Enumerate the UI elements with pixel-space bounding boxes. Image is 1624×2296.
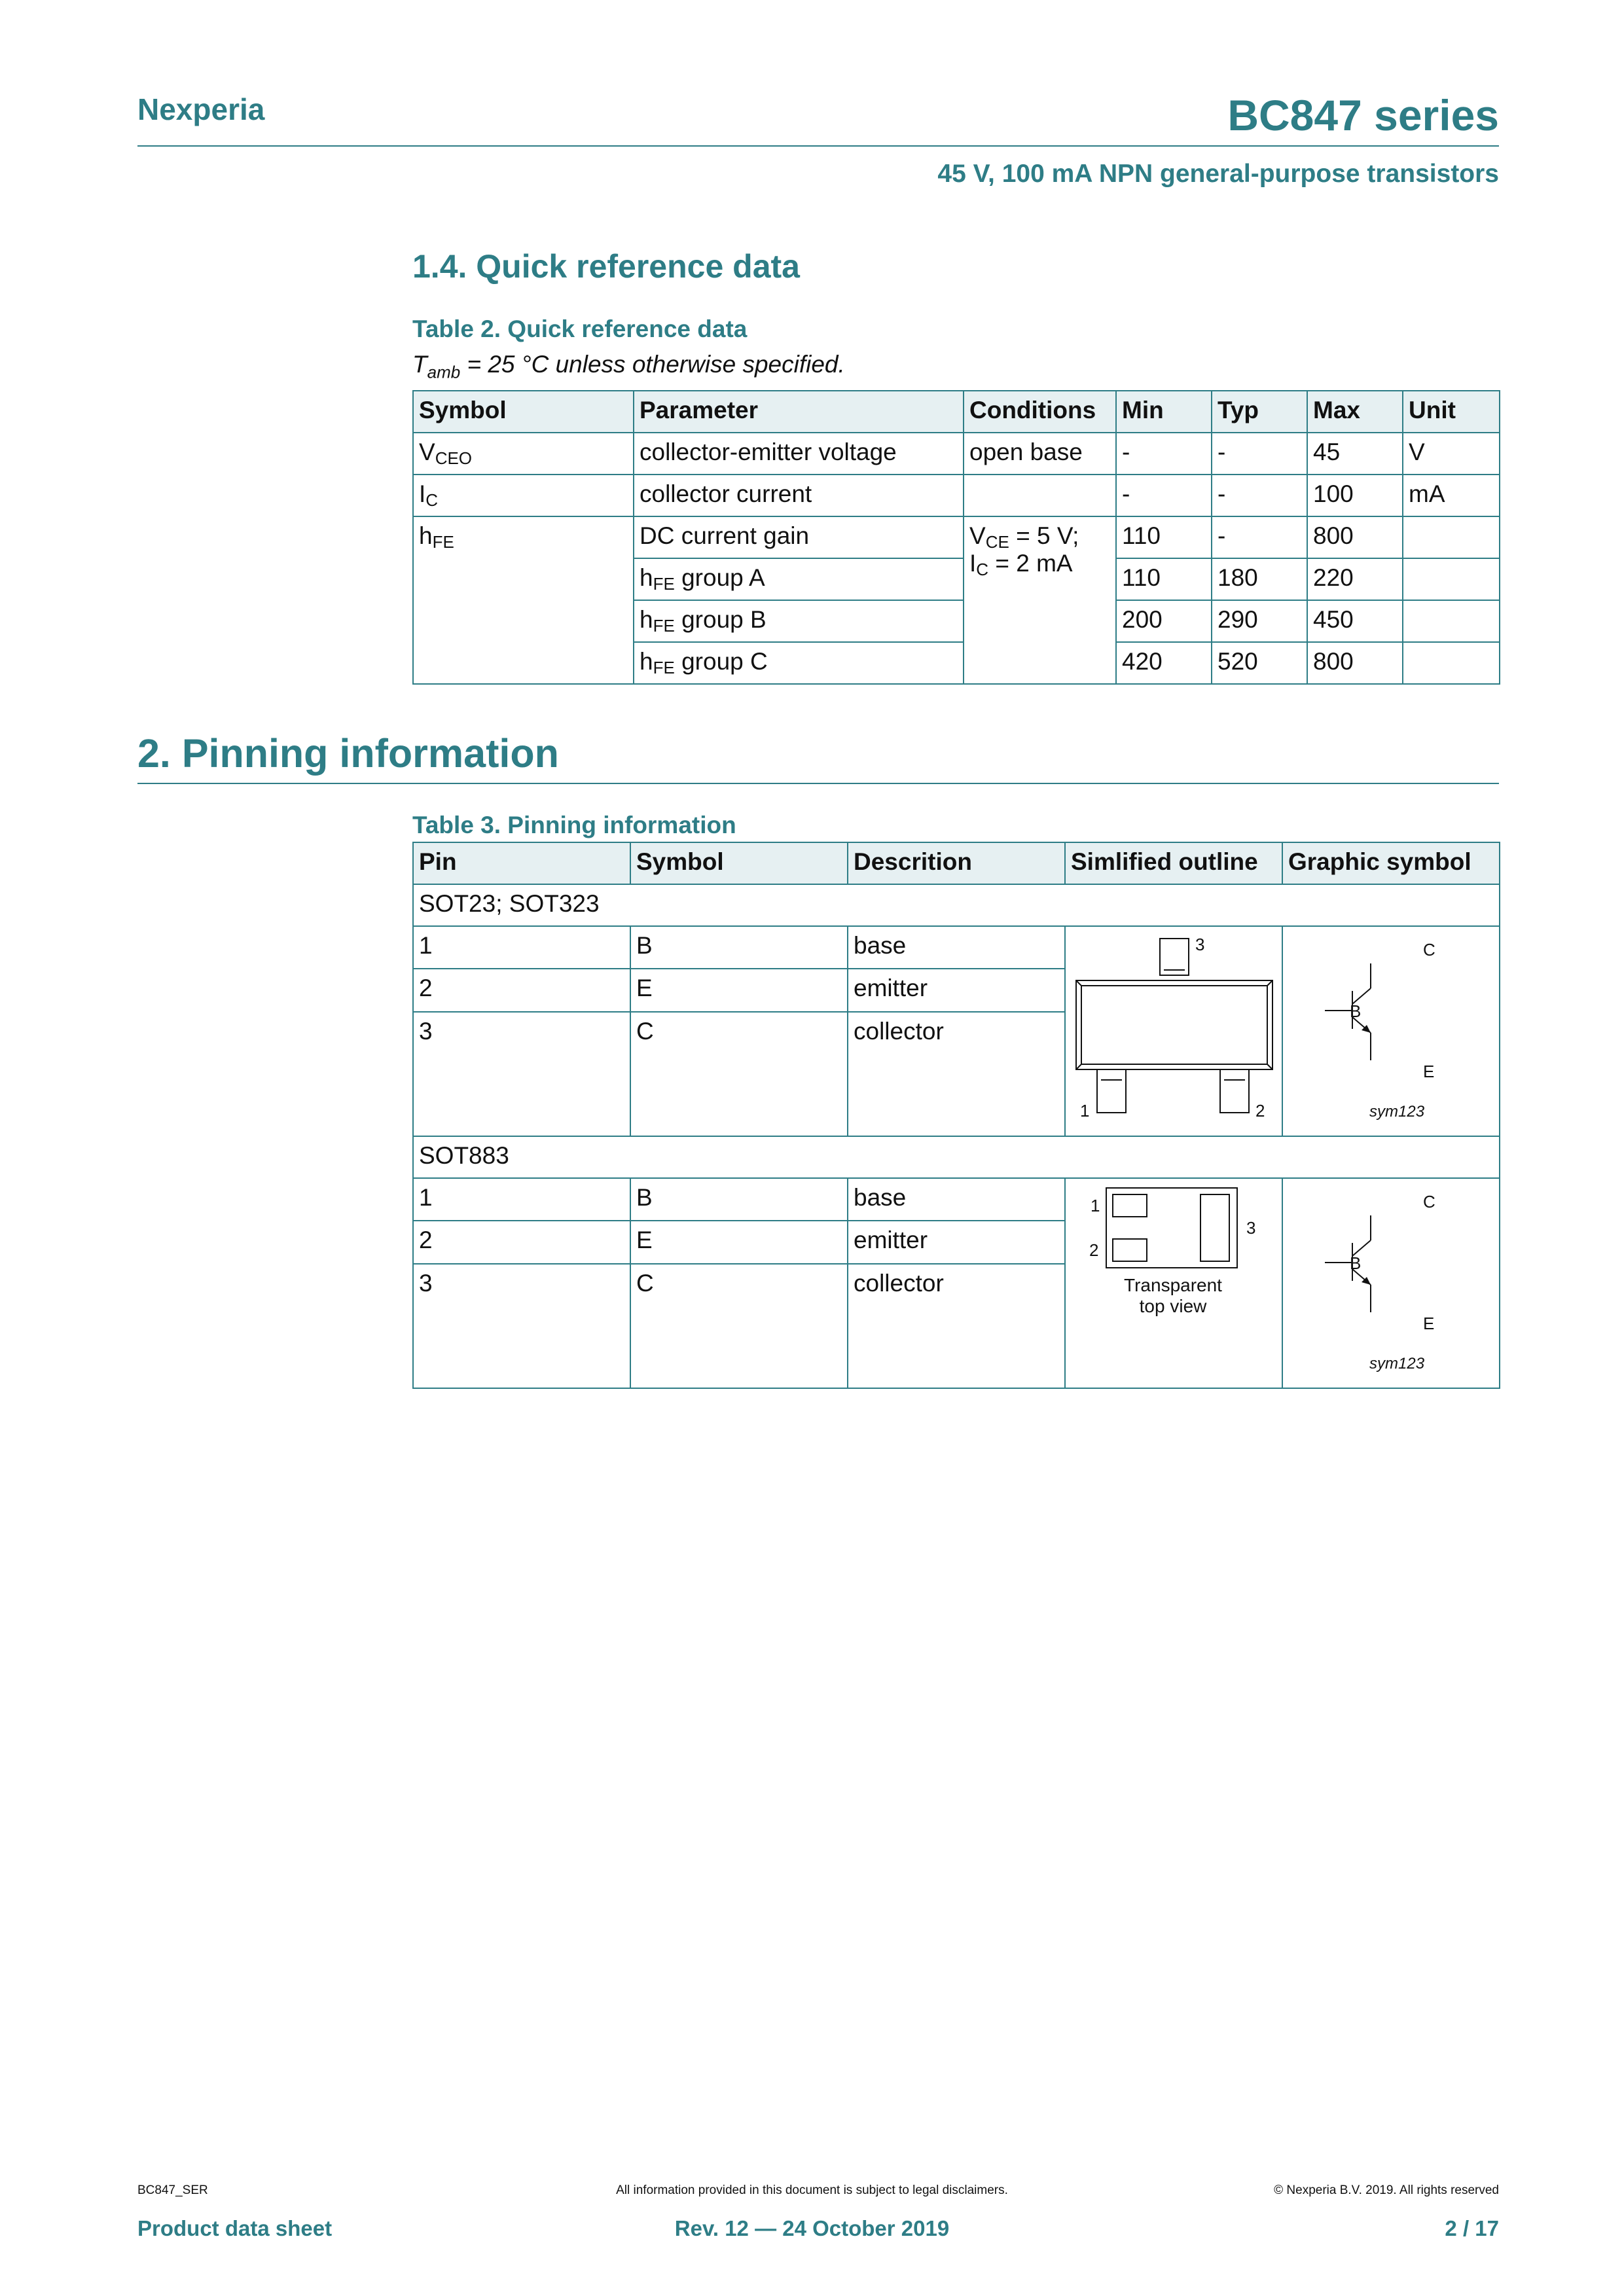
pin-cell: 3 [413, 1264, 630, 1388]
pin-cell: 1 [413, 926, 630, 969]
column-header: Simlified outline [1065, 842, 1282, 884]
unit-cell: mA [1403, 475, 1500, 516]
column-header: Graphic symbol [1282, 842, 1500, 884]
column-header: Min [1116, 391, 1212, 433]
pin-1-label: 1 [1080, 1101, 1090, 1121]
typ-cell: - [1212, 433, 1307, 475]
pin-3-label: 3 [1246, 1218, 1256, 1238]
max-cell: 220 [1307, 558, 1403, 600]
table-3-caption: Table 3. Pinning information [412, 812, 736, 838]
outline-caption-line-2: top view [1139, 1296, 1207, 1316]
min-cell: - [1116, 433, 1212, 475]
symbol-cell: E [630, 1221, 848, 1263]
parameter-cell: $h_{FE}$ group B [634, 600, 964, 642]
parameter-cell: $h_{FE}$ group A [634, 558, 964, 600]
footer-document-id: BC847_SER [137, 2183, 208, 2197]
symbol-cell: $I_C$ [413, 475, 634, 516]
pin-cell: 1 [413, 1178, 630, 1221]
unit-cell [1403, 516, 1500, 558]
typ-cell: - [1212, 516, 1307, 558]
footer-revision: Rev. 12 — 24 October 2019 [674, 2216, 950, 2240]
symbol-cell: E [630, 969, 848, 1011]
base-label: B [1350, 1001, 1362, 1021]
table-2-caption: Table 2. Quick reference data [412, 315, 748, 342]
max-cell: 450 [1307, 600, 1403, 642]
footer-document-type: Product data sheet [137, 2216, 333, 2240]
symbol-reference: sym123 [1369, 1103, 1425, 1121]
description-cell: base [848, 1178, 1065, 1221]
pinning-table [412, 842, 1500, 1389]
sot23-outline-cell [1065, 926, 1282, 1136]
emitter-label: E [1423, 1314, 1435, 1333]
collector-label: C [1423, 1192, 1435, 1211]
parameter-cell: collector-emitter voltage [634, 433, 964, 475]
package-row [413, 884, 1500, 926]
unit-cell [1403, 642, 1500, 684]
pin-2-label: 2 [1255, 1101, 1265, 1121]
min-cell: 200 [1116, 600, 1212, 642]
npn-transistor-symbol [1283, 927, 1498, 1130]
pin-1-label: 1 [1091, 1196, 1100, 1215]
footer-page-number: 2 / 17 [1445, 2216, 1499, 2240]
footer-disclaimer: All information provided in this document is subject to legal disclaimers. [616, 2183, 1008, 2197]
section-heading-pinning: 2. Pinning information [137, 731, 559, 776]
symbol-reference: sym123 [1369, 1355, 1425, 1372]
table-row [413, 1178, 1500, 1221]
column-header: Unit [1403, 391, 1500, 433]
symbol-cell: B [630, 926, 848, 969]
column-header: Symbol [413, 391, 634, 433]
parameter-cell: collector current [634, 475, 964, 516]
section-divider [137, 783, 1499, 784]
quick-reference-table [412, 390, 1500, 685]
min-cell: 110 [1116, 516, 1212, 558]
symbol-cell: $V_{CEO}$ [413, 433, 634, 475]
package-row [413, 1136, 1500, 1178]
typ-cell: - [1212, 475, 1307, 516]
table-row [413, 516, 1500, 558]
unit-cell: V [1403, 433, 1500, 475]
pin-cell: 2 [413, 1221, 630, 1263]
description-cell: collector [848, 1264, 1065, 1388]
package-name: SOT883 [413, 1136, 1500, 1178]
symbol-cell: B [630, 1178, 848, 1221]
document-title: BC847 series [1227, 91, 1499, 139]
header-divider [137, 145, 1499, 147]
column-header: Conditions [964, 391, 1116, 433]
pin-cell: 3 [413, 1012, 630, 1136]
footer-copyright: © Nexperia B.V. 2019. All rights reserved [1274, 2183, 1499, 2197]
pin-3-label: 3 [1195, 935, 1205, 954]
column-header: Descrition [848, 842, 1065, 884]
parameter-cell: $h_{FE}$ group C [634, 642, 964, 684]
table-row [413, 475, 1500, 516]
npn-transistor-symbol [1283, 1179, 1498, 1382]
table-header-row [413, 391, 1500, 433]
table-2-condition-note: $T_{amb} = 25$ °C unless otherwise specified. [412, 351, 845, 382]
pin-2-label: 2 [1089, 1240, 1099, 1260]
brand-name: Nexperia [137, 92, 265, 126]
graphic-symbol-cell [1282, 1178, 1500, 1388]
base-label: B [1350, 1253, 1362, 1273]
parameter-cell: DC current gain [634, 516, 964, 558]
unit-cell [1403, 558, 1500, 600]
conditions-cell [964, 475, 1116, 516]
sot23-outline-drawing [1066, 927, 1280, 1130]
conditions-cell: open base [964, 433, 1116, 475]
conditions-cell: $V_{CE} = 5$ V; $I_C = 2$ mA [964, 516, 1116, 684]
emitter-label: E [1423, 1062, 1435, 1081]
description-cell: base [848, 926, 1065, 969]
max-cell: 800 [1307, 516, 1403, 558]
unit-cell [1403, 600, 1500, 642]
table-row [413, 926, 1500, 969]
typ-cell: 290 [1212, 600, 1307, 642]
package-name: SOT23; SOT323 [413, 884, 1500, 926]
max-cell: 100 [1307, 475, 1403, 516]
table-header-row [413, 842, 1500, 884]
description-cell: collector [848, 1012, 1065, 1136]
sot883-outline-cell [1065, 1178, 1282, 1388]
min-cell: 420 [1116, 642, 1212, 684]
symbol-cell: C [630, 1012, 848, 1136]
min-cell: 110 [1116, 558, 1212, 600]
sot883-outline-drawing [1066, 1179, 1280, 1382]
document-subtitle: 45 V, 100 mA NPN general-purpose transistors [937, 160, 1499, 188]
description-cell: emitter [848, 969, 1065, 1011]
section-heading-quick-reference: 1.4. Quick reference data [412, 248, 800, 285]
column-header: Typ [1212, 391, 1307, 433]
max-cell: 800 [1307, 642, 1403, 684]
outline-caption-line-1: Transparent [1124, 1275, 1222, 1295]
symbol-cell: $h_{FE}$ [413, 516, 634, 684]
pin-cell: 2 [413, 969, 630, 1011]
symbol-cell: C [630, 1264, 848, 1388]
column-header: Max [1307, 391, 1403, 433]
column-header: Pin [413, 842, 630, 884]
max-cell: 45 [1307, 433, 1403, 475]
typ-cell: 520 [1212, 642, 1307, 684]
collector-label: C [1423, 940, 1435, 960]
typ-cell: 180 [1212, 558, 1307, 600]
table-row [413, 433, 1500, 475]
column-header: Symbol [630, 842, 848, 884]
graphic-symbol-cell [1282, 926, 1500, 1136]
description-cell: emitter [848, 1221, 1065, 1263]
column-header: Parameter [634, 391, 964, 433]
min-cell: - [1116, 475, 1212, 516]
